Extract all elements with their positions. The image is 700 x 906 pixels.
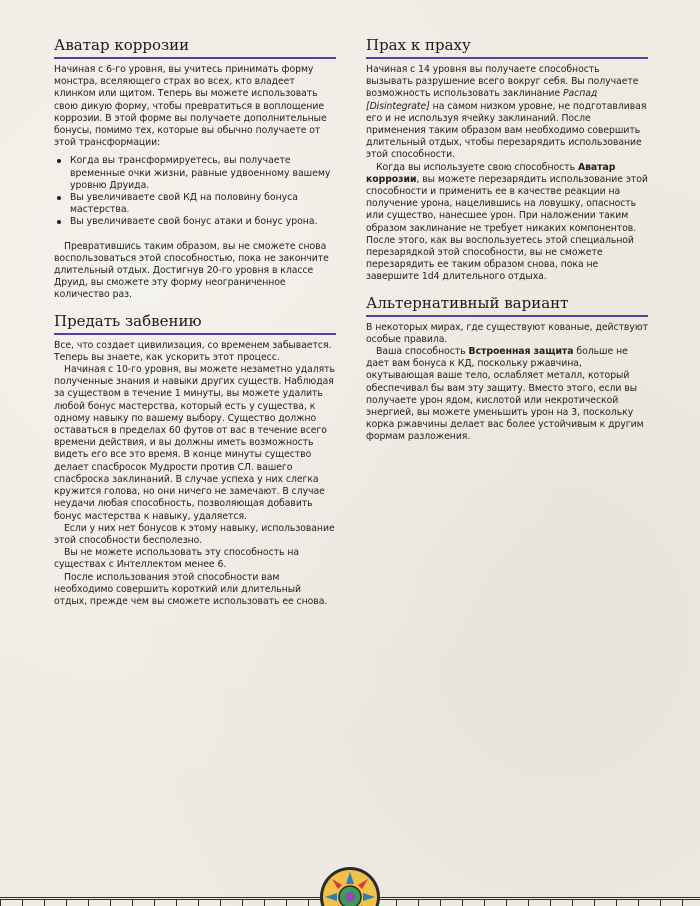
paragraph: После использования этой способности вам необходимо совершить короткий или длительный отдых, прежде чем вы сможете использовать ее снова. bbox=[54, 571, 328, 607]
list-item: Вы увеличиваете свой бонус атаки и бонус урона. bbox=[68, 216, 336, 228]
paragraph: В некоторых мирах, где существуют кованые, действуют особые правила. bbox=[366, 321, 648, 345]
paragraph bbox=[366, 162, 648, 284]
text-run: , вы можете перезарядить использование этой способности и применить ее в качестве реакции на получение урона, нацелившись на ловушку, опасность или существо, нанесшее урон. При наложении таким образом заклинание не требует никаких компонентов. После этого, как вы воспользуетесь этой специальной перезарядкой этой способности, вы не сможете перезарядить ее таким образом снова, пока не завершите 1d4 длительного отдыха. bbox=[366, 173, 648, 283]
paragraph: Превратившись таким образом, вы не сможете снова воспользоваться этой способностью, пока не закончите длительный отдых. Достигнув 20-го уровня в классе Друид, вы сможете эту форму неограниченное количество раз. bbox=[54, 240, 329, 301]
section-title: Предать забвению bbox=[54, 312, 336, 335]
paragraph bbox=[366, 64, 648, 162]
section-title: Альтернативный вариант bbox=[366, 294, 648, 317]
section-corrosion-avatar bbox=[54, 36, 336, 302]
text-run: больше не дает вам бонуса к КД, поскольку ржавчина, окутывающая ваше тело, ослабляет металл, который обеспечивал бы вам эту защиту. Вместо этого, если вы получаете урон ядом, кислотой или некротической энергией, вы можете уменьшить урон на 3, поскольку корка ржавчины делает вас более устойчивым к другим формам разложения. bbox=[366, 346, 644, 443]
spell-name: Распад [Disintegrate] bbox=[366, 88, 598, 112]
paragraph: Все, что создает цивилизация, со временем забывается. Теперь вы знаете, как ускорить этот процесс. bbox=[54, 339, 332, 363]
paragraph: Если у них нет бонусов к этому навыку, использование этой способности бесполезно. bbox=[54, 522, 335, 546]
page-footer bbox=[0, 876, 700, 906]
right-column bbox=[366, 36, 648, 444]
section-dust-to-dust bbox=[366, 36, 648, 284]
section-title: Аватар коррозии bbox=[54, 36, 336, 59]
feature-name: Аватар коррозии bbox=[366, 161, 616, 185]
ornamental-medallion-icon bbox=[319, 866, 381, 906]
section-consign-to-oblivion bbox=[54, 312, 336, 608]
text-run: Когда вы используете свою способность bbox=[376, 161, 578, 173]
text-run: Начиная с 14 уровня вы получаете способность вызывать разрушение всего вокруг себя. Вы получаете возможность использовать заклинание bbox=[366, 64, 639, 100]
paragraph bbox=[366, 346, 648, 444]
list-item: Вы увеличиваете свой КД на половину бонуса мастерства. bbox=[68, 192, 336, 216]
paragraph: Начиная с 10-го уровня, вы можете незаметно удалять полученные знания и навыки других существ. Наблюдая за существом в течение 1 минуты, вы можете удалить любой бонус мастерства, который есть у существа, к одному навыку по вашему выбору. Существо должно оставаться в пределах 60 футов от вас в течение всего времени действия, и вы должны иметь возможность видеть его все это время. В конце минуты существо делает спасбросок Мудрости против СЛ. вашего спасброска заклинаний. В случае успеха у них слегка кружится голова, но они ничего не замечают. В случае неудачи любая способность, позволяющая добавить бонус мастерства к навыку, удаляется. bbox=[54, 364, 335, 522]
bullet-list bbox=[68, 155, 336, 228]
text-run: Ваша способность bbox=[376, 346, 469, 358]
text-run: на самом низком уровне, не подготавливая его и не используя ячейку заклинаний. После применения таким образом вам необходимо совершить длительный отдых, чтобы перезарядить использование этой способности. bbox=[366, 100, 647, 161]
paragraph: Вы не можете использовать эту способность на существах с Интеллектом менее 6. bbox=[54, 547, 300, 571]
list-item: Когда вы трансформируетесь, вы получаете временные очки жизни, равные удвоенному вашему уровню Друида. bbox=[68, 155, 336, 192]
left-column bbox=[54, 36, 336, 608]
section-alternative-option bbox=[366, 294, 648, 444]
paragraph: Начиная с 6-го уровня, вы учитесь принимать форму монстра, вселяющего страх во всех, кто владеет клинком или щитом. Теперь вы можете использовать свою дикую форму, чтобы превратиться в воплощение коррозии. В этой форме вы получаете дополнительные бонусы, помимо тех, которые вы обычно получаете от этой трансформации: bbox=[54, 64, 327, 149]
section-title: Прах к праху bbox=[366, 36, 648, 59]
feature-name: Встроенная защита bbox=[468, 346, 574, 358]
